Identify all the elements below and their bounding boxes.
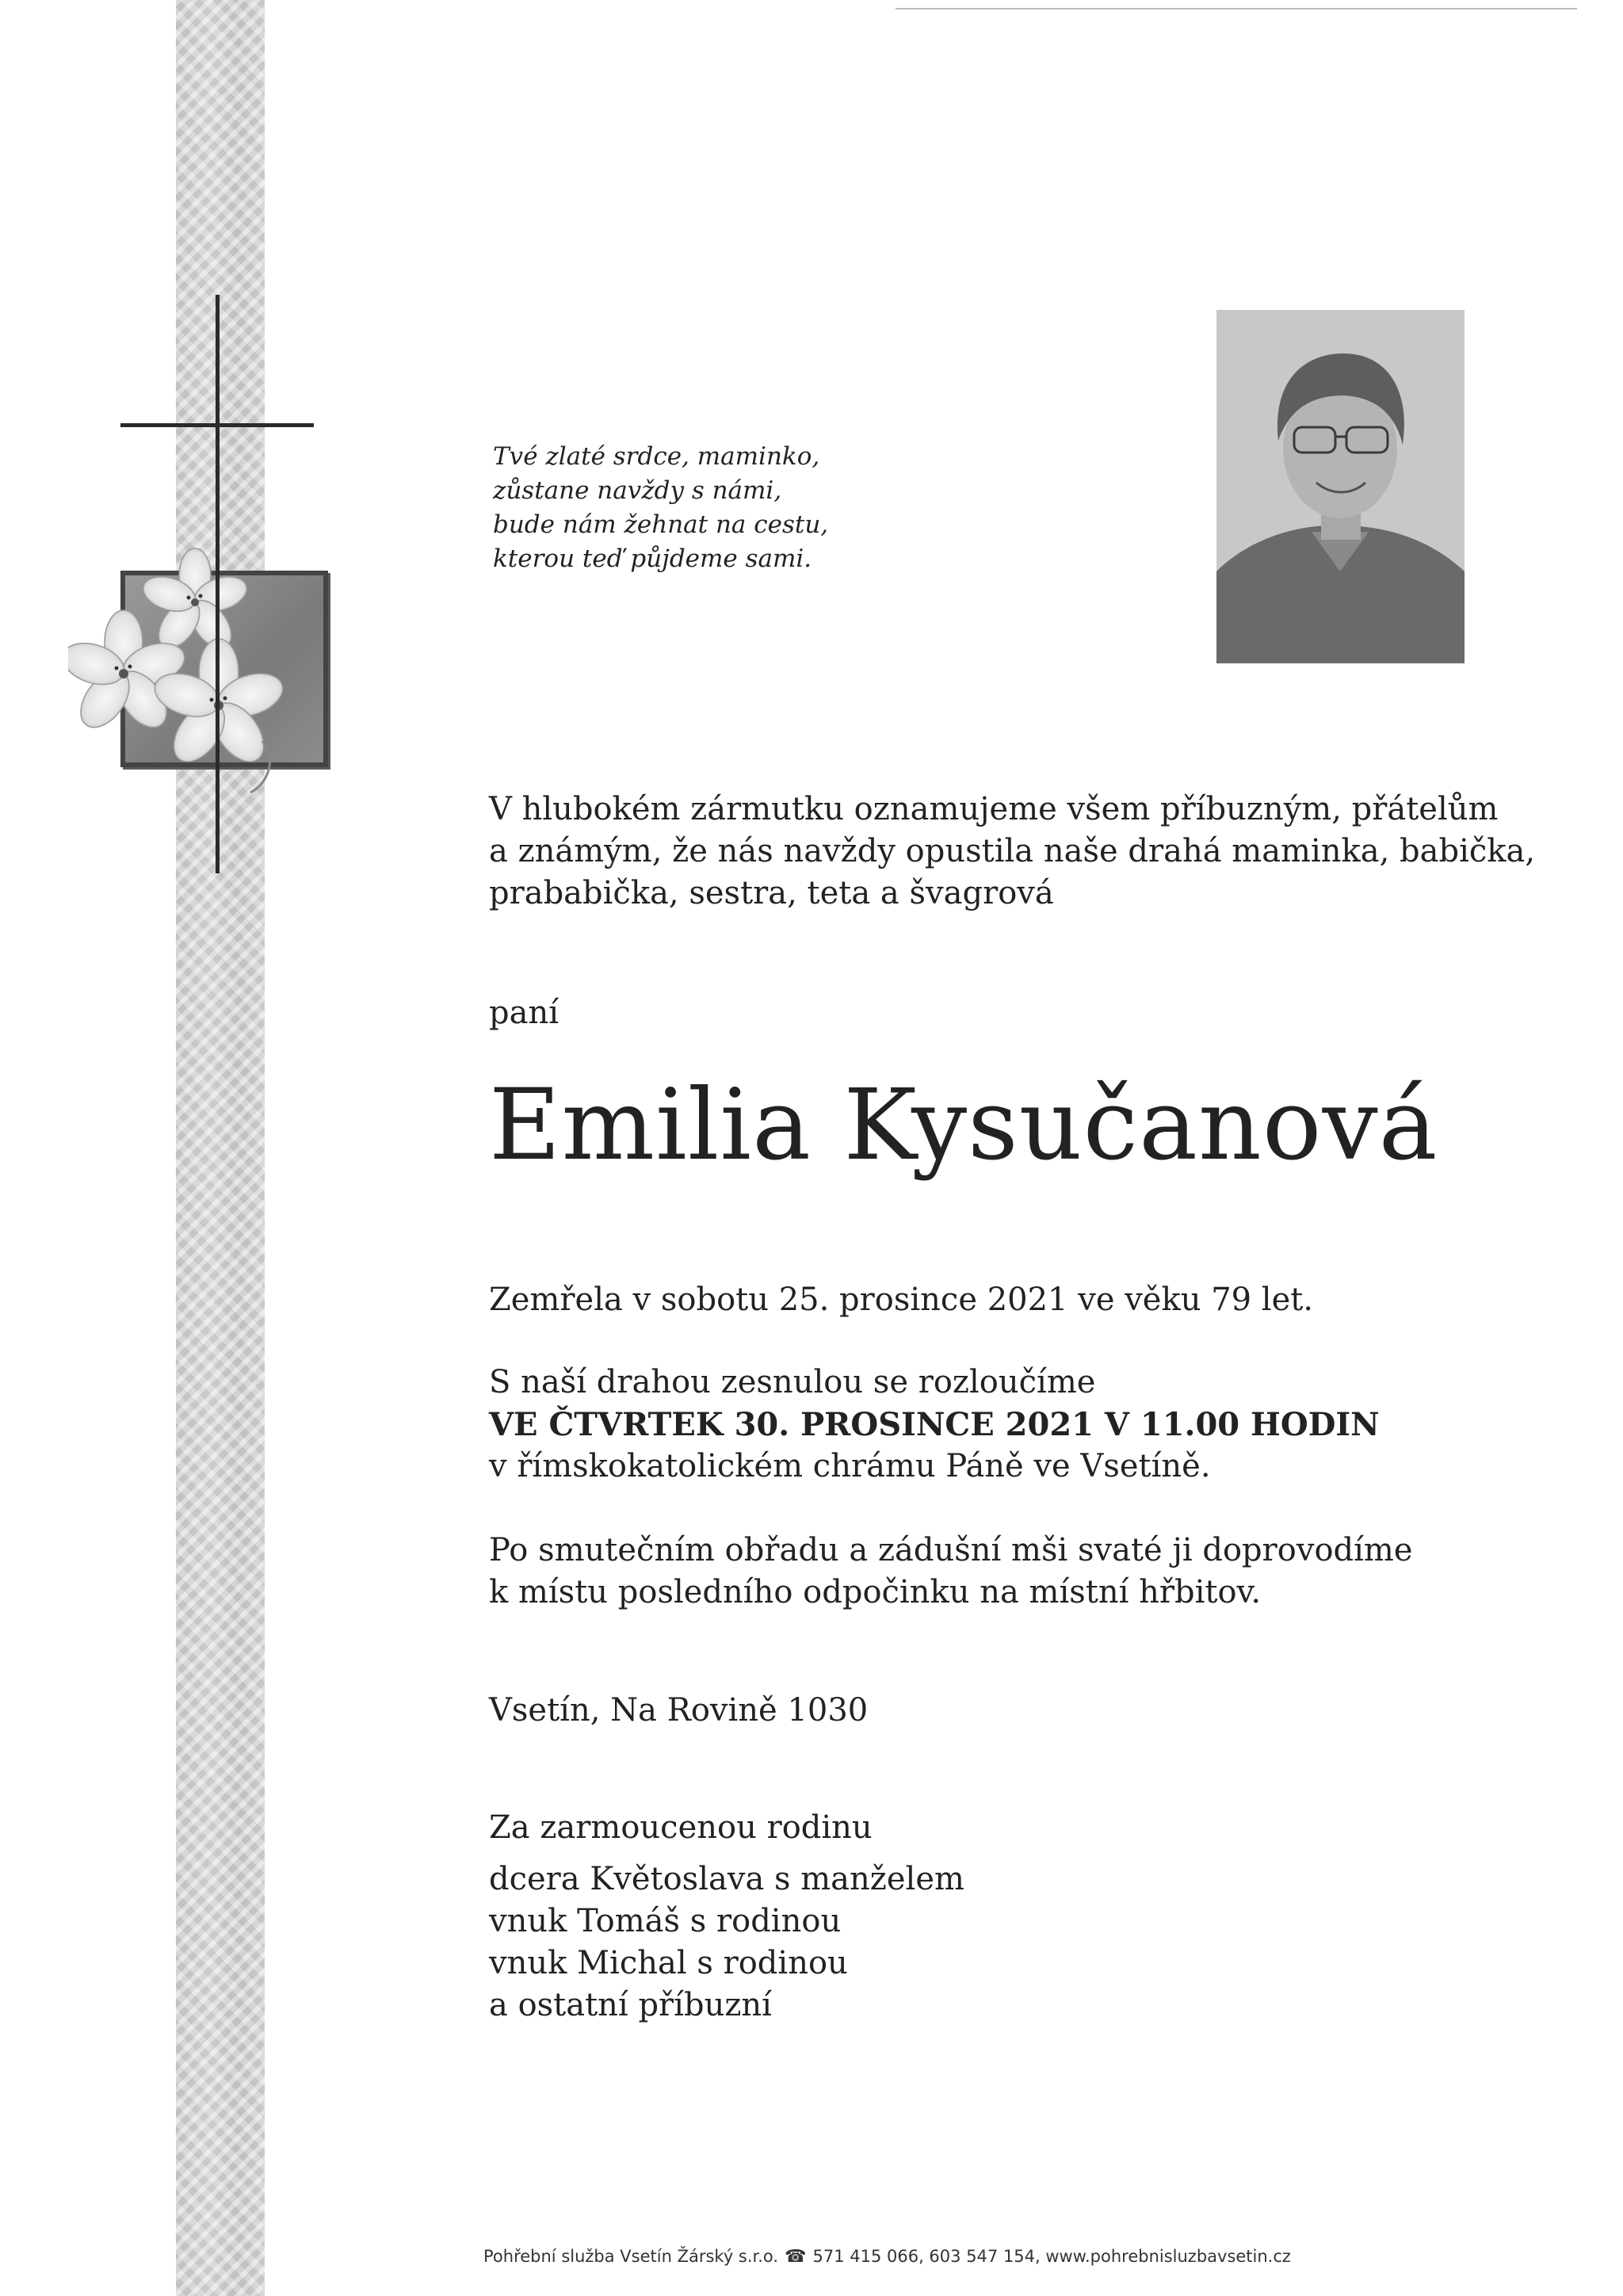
flower-top — [139, 548, 251, 655]
decorative-stripe — [176, 0, 265, 2296]
cross-horizontal-bar — [120, 423, 314, 427]
burial-line: Po smutečním obřadu a zádušní mši svaté ji doprovodíme — [489, 1532, 1413, 1568]
poem-line: bude nám žehnat na cestu, — [493, 510, 829, 539]
announcement-line: a známým, že nás navždy opustila naše drahá maminka, babička, — [489, 833, 1536, 869]
poem-line: Tvé zlaté srdce, maminko, — [493, 442, 820, 471]
farewell-info — [489, 1362, 1380, 1488]
announcement-line: V hlubokém zármutku oznamujeme všem příbuzným, přátelům — [489, 791, 1499, 827]
footer-company: Pohřební služba Vsetín Žárský s.r.o. — [483, 2247, 779, 2266]
footer — [483, 2247, 1291, 2267]
family-heading: Za zarmoucenou rodinu — [489, 1809, 873, 1846]
family-members — [489, 1859, 964, 2027]
top-rule — [896, 8, 1577, 10]
family-member: a ostatní příbuzní — [489, 1987, 772, 2023]
farewell-line: S naší drahou zesnulou se rozloučíme — [489, 1364, 1096, 1400]
family-member: dcera Květoslava s manželem — [489, 1861, 964, 1897]
poem-line: zůstane navždy s námi, — [493, 476, 782, 505]
death-info: Zemřela v sobotu 25. prosince 2021 ve věku 79 let. — [489, 1282, 1314, 1318]
farewell-location: v římskokatolickém chrámu Páně ve Vsetíně. — [489, 1448, 1211, 1484]
burial-line: k místu posledního odpočinku na místní hřbitov. — [489, 1574, 1262, 1610]
announcement-line: prababička, sestra, teta a švagrová — [489, 875, 1054, 911]
burial-info — [489, 1530, 1413, 1614]
announcement — [489, 789, 1535, 915]
family-member: vnuk Michal s rodinou — [489, 1945, 848, 1981]
flowers-illustration — [68, 547, 338, 800]
cross-vertical-bar — [216, 295, 220, 873]
phone-icon: ☎ — [785, 2247, 807, 2267]
family-member: vnuk Tomáš s rodinou — [489, 1903, 842, 1939]
address: Vsetín, Na Rovině 1030 — [489, 1692, 869, 1729]
poem — [493, 440, 905, 576]
deceased-name: Emilia Kysučanová — [489, 1068, 1438, 1182]
poem-line: kterou teď půjdeme sami. — [493, 544, 812, 573]
footer-contact: 571 415 066, 603 547 154, www.pohrebnisluzbavsetin.cz — [812, 2247, 1291, 2266]
salutation: paní — [489, 995, 559, 1031]
portrait-photo — [1216, 310, 1465, 663]
farewell-date-time: VE ČTVRTEK 30. PROSINCE 2021 V 11.00 HODIN — [489, 1406, 1380, 1443]
